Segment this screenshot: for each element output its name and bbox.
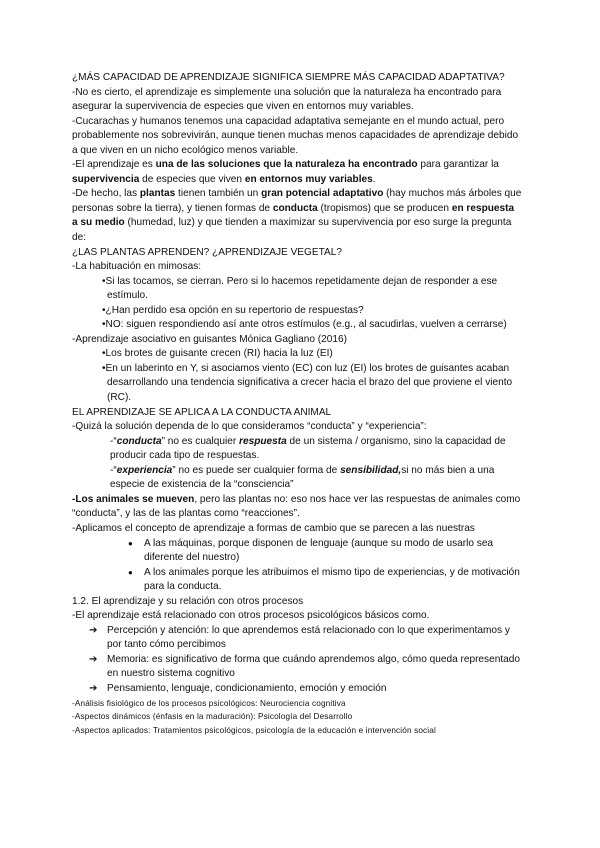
section-paragraph: -El aprendizaje está relacionado con otros procesos psicológicos básicos como. [72, 610, 430, 622]
habituation-line: -La habituación en mimosas: [72, 261, 202, 273]
list-item: ● A los animales porque les atribuimos el mismo tipo de experiencias, y de motivación para la conducta. [128, 566, 520, 593]
list-item: •NO: siguen respondiendo así ante otros estímulos (e.g., al sacudirlas, vuelven a cerrarse) [102, 319, 507, 331]
page-title: ¿MÁS CAPACIDAD DE APRENDIZAJE SIGNIFICA SIEMPRE MÁS CAPACIDAD ADAPTATIVA? [72, 72, 505, 83]
intro-paragraph-1: -No es cierto, el aprendizaje es simplemente una solución que la naturaleza ha encontrado para asegurar la supervivencia de especies que viven en entornos muy variables. [72, 86, 502, 113]
list-item: ➔ Percepción y atención: lo que aprendemos está relacionado con lo que experimentamos y por tanto cómo percibimos [89, 624, 510, 651]
list-item: •Los brotes de guisante crecen (RI) hacia la luz (EI) [102, 348, 333, 360]
list-item: ● A las máquinas, porque disponen de lenguaje (aunque su modo de usarlo sea diferente del nuestro) [128, 537, 494, 564]
intro-paragraph-2: -Cucarachas y humanos tenemos una capacidad adaptativa semejante en el mundo actual, pero probablemente nos sobrevivirán, aunque tienen muchas menos capacidades de aprendizaje debido a que viven en un nicho ecológico menos variable. [72, 115, 519, 156]
list-item: •¿Han perdido esa opción en su repertorio de respuestas? [102, 304, 364, 316]
list-item: •Si las tocamos, se cierran. Pero si lo hacemos repetidamente dejan de responder a ese estímulo. [102, 275, 498, 302]
animal-paragraph-2: -Los animales se mueven, pero las plantas no: eso nos hace ver las respuestas de animales como “conducta”, y las de las plantas como “reacciones”. [72, 493, 521, 520]
conducta-definition: -“conducta” no es cualquier respuesta de un sistema / organismo, sino la capacidad de producir cada tipo de respuestas. [110, 435, 506, 462]
list-item: •En un laberinto en Y, si asociamos viento (EC) con luz (EI) los brotes de guisantes acaban desarrollando una tendencia significativa a crecer hacia el brazo del que proviene el viento (RC). [102, 362, 513, 404]
aspect-line: -Aspectos dinámicos (énfasis en la maduración): Psicología del Desarrollo [72, 712, 353, 722]
intro-paragraph-3: -El aprendizaje es una de las soluciones que la naturaleza ha encontrado para garantizar la supervivencia de especies que viven en entornos muy variables. [72, 159, 499, 185]
intro-paragraph-4: -De hecho, las plantas tienen también un gran potencial adaptativo (hay muchos más árboles que personas sobre la tierra), y tienen formas de conducta (tropismos) que se producen en respuesta a su medio (humedad, luz) y que tienden a maximizar su supervivencia por eso surge la pregunta de: [72, 188, 522, 244]
experiencia-definition: -“experiencia” no es puede ser cualquier forma de sensibilidad,si no más bien a una especie de existencia de la “consciencia” [110, 464, 495, 491]
section-heading-1-2: 1.2. El aprendizaje y su relación con otros procesos [72, 595, 304, 607]
animal-paragraph-3: -Aplicamos el concepto de aprendizaje a formas de cambio que se parecen a las nuestras [72, 522, 475, 534]
aspect-line: -Análisis fisiológico de los procesos psicológicos: Neurociencia cognitiva [72, 698, 346, 708]
bullet-icon: ● [128, 567, 133, 577]
document-page [72, 71, 522, 737]
bullet-icon: ● [128, 538, 133, 548]
associative-line: -Aprendizaje asociativo en guisantes Mónica Gagliano (2016) [72, 333, 347, 345]
aspect-line: -Aspectos aplicados: Tratamientos psicológicos, psicología de la educación e intervención social [72, 725, 436, 735]
list-item: ➔ Memoria: es significativo de forma que cuándo aprendemos algo, cómo queda representado en nuestro sistema cognitivo [89, 653, 520, 680]
animal-heading: EL APRENDIZAJE SE APLICA A LA CONDUCTA ANIMAL [72, 406, 332, 418]
arrow-icon: ➔ [89, 682, 98, 694]
arrow-icon: ➔ [89, 653, 98, 665]
arrow-icon: ➔ [89, 624, 98, 636]
plants-heading: ¿LAS PLANTAS APRENDEN? ¿APRENDIZAJE VEGETAL? [72, 246, 342, 258]
list-item: ➔ Pensamiento, lenguaje, condicionamiento, emoción y emoción [72, 682, 522, 697]
animal-paragraph-1: -Quizá la solución dependa de lo que consideramos “conducta” y “experiencia”: [72, 421, 427, 433]
